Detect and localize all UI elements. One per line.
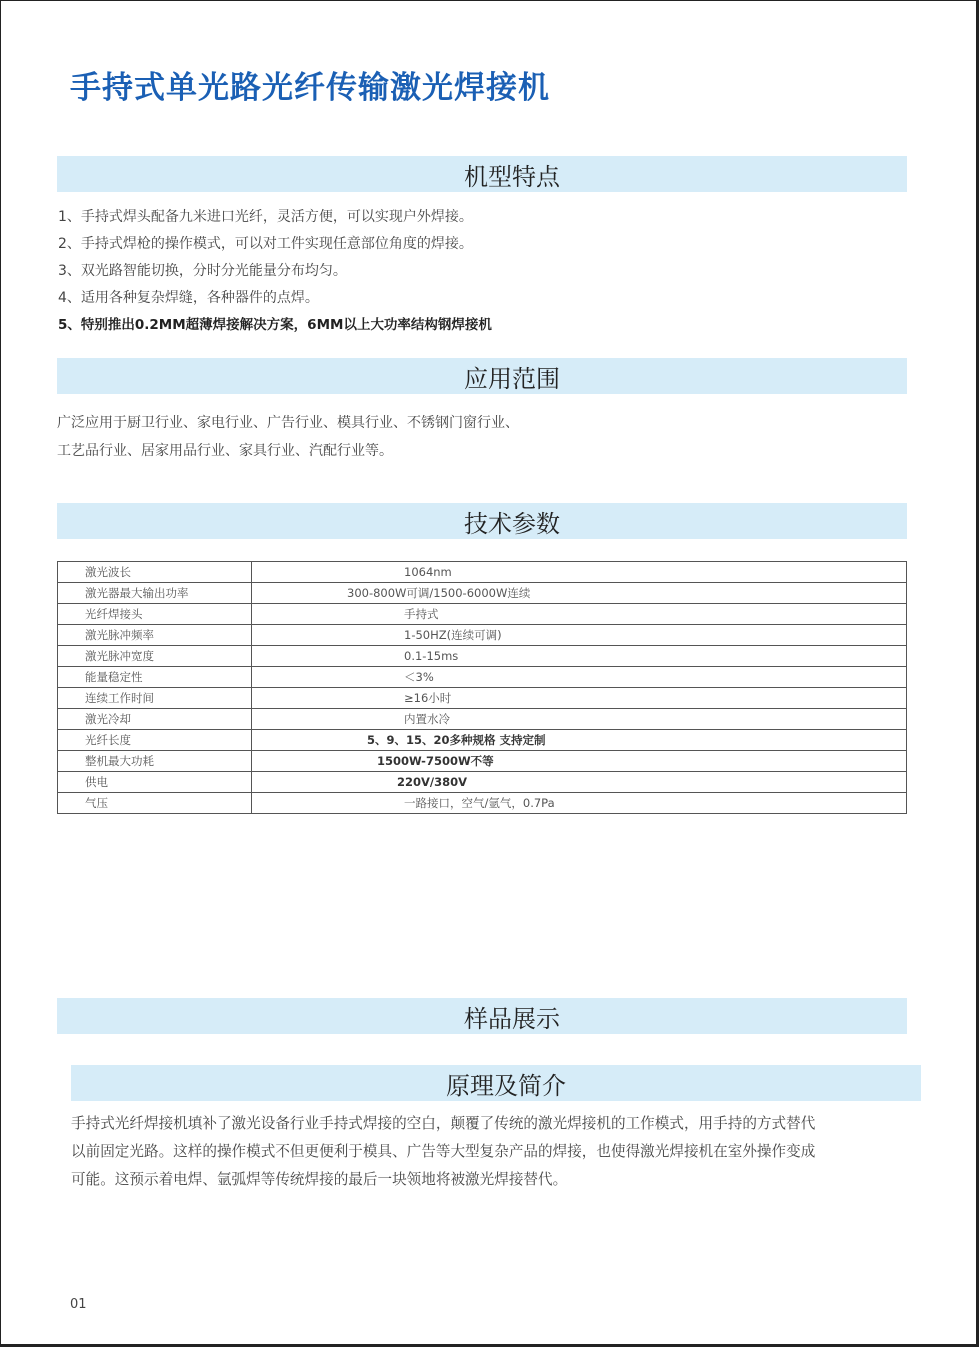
table-row <box>58 667 907 688</box>
principle-text <box>71 1110 815 1194</box>
list-item: 5、特别推出0.2MM超薄焊接解决方案，6MM以上大功率结构钢焊接机 <box>58 317 492 333</box>
spec-table <box>57 561 907 814</box>
page-number: 01 <box>70 1297 87 1312</box>
spec-value: ≥16小时 <box>252 688 907 709</box>
section-header-features <box>57 156 907 192</box>
spec-value: 手持式 <box>252 604 907 625</box>
section-header-specs <box>57 503 907 539</box>
spec-value: 1500W-7500W不等 <box>252 751 907 772</box>
spec-value: 内置水冷 <box>252 709 907 730</box>
spec-key: 激光脉冲宽度 <box>58 646 252 667</box>
spec-value: 5、9、15、20多种规格 支持定制 <box>252 730 907 751</box>
table-row <box>58 583 907 604</box>
spec-value: 一路接口，空气/氩气，0.7Pa <box>252 793 907 814</box>
table-row <box>58 709 907 730</box>
section-title: 样品展示 <box>464 1004 560 1033</box>
table-row <box>58 646 907 667</box>
list-item: 1、手持式焊头配备九米进口光纤，灵活方便，可以实现户外焊接。 <box>58 209 473 225</box>
table-row <box>58 688 907 709</box>
section-header-principle <box>71 1065 921 1101</box>
list-item: 4、适用各种复杂焊缝，各种器件的点焊。 <box>58 290 319 306</box>
paragraph-line: 工艺品行业、居家用品行业、家具行业、汽配行业等。 <box>57 443 393 459</box>
section-title: 技术参数 <box>464 509 560 538</box>
list-item: 3、双光路智能切换，分时分光能量分布均匀。 <box>58 263 347 279</box>
feature-list <box>58 204 492 339</box>
table-row <box>58 730 907 751</box>
paragraph-line: 广泛应用于厨卫行业、家电行业、广告行业、模具行业、不锈钢门窗行业、 <box>57 415 519 431</box>
section-title: 原理及简介 <box>446 1071 566 1100</box>
section-header-samples <box>57 998 907 1034</box>
list-item: 2、手持式焊枪的操作模式，可以对工件实现任意部位角度的焊接。 <box>58 236 473 252</box>
spec-key: 能量稳定性 <box>58 667 252 688</box>
spec-value: 1-50HZ(连续可调) <box>252 625 907 646</box>
table-row <box>58 604 907 625</box>
section-title: 机型特点 <box>464 162 560 191</box>
section-header-applications <box>57 358 907 394</box>
spec-value: 0.1-15ms <box>252 646 907 667</box>
spec-key: 供电 <box>58 772 252 793</box>
spec-value: 300-800W可调/1500-6000W连续 <box>252 583 907 604</box>
spec-key: 激光冷却 <box>58 709 252 730</box>
paragraph-line: 以前固定光路。这样的操作模式不但更便利于模具、广告等大型复杂产品的焊接，也使得激光焊接机在室外操作变成 <box>71 1143 816 1160</box>
spec-key: 激光器最大输出功率 <box>58 583 252 604</box>
spec-key: 激光脉冲频率 <box>58 625 252 646</box>
table-row <box>58 562 907 583</box>
spec-value: ＜3% <box>252 667 907 688</box>
paragraph-line: 手持式光纤焊接机填补了激光设备行业手持式焊接的空白，颠覆了传统的激光焊接机的工作模式，用手持的方式替代 <box>71 1115 816 1132</box>
spec-key: 整机最大功耗 <box>58 751 252 772</box>
page-title: 手持式单光路光纤传输激光焊接机 <box>70 70 550 106</box>
spec-key: 连续工作时间 <box>58 688 252 709</box>
spec-key: 光纤焊接头 <box>58 604 252 625</box>
applications-text <box>57 409 519 465</box>
spec-key: 气压 <box>58 793 252 814</box>
table-row <box>58 625 907 646</box>
spec-value: 220V/380V <box>252 772 907 793</box>
table-row <box>58 772 907 793</box>
paragraph-line: 可能。这预示着电焊、氩弧焊等传统焊接的最后一块领地将被激光焊接替代。 <box>71 1171 568 1188</box>
spec-key: 激光波长 <box>58 562 252 583</box>
spec-key: 光纤长度 <box>58 730 252 751</box>
section-title: 应用范围 <box>464 364 560 393</box>
table-row <box>58 793 907 814</box>
table-row <box>58 751 907 772</box>
spec-value: 1064nm <box>252 562 907 583</box>
